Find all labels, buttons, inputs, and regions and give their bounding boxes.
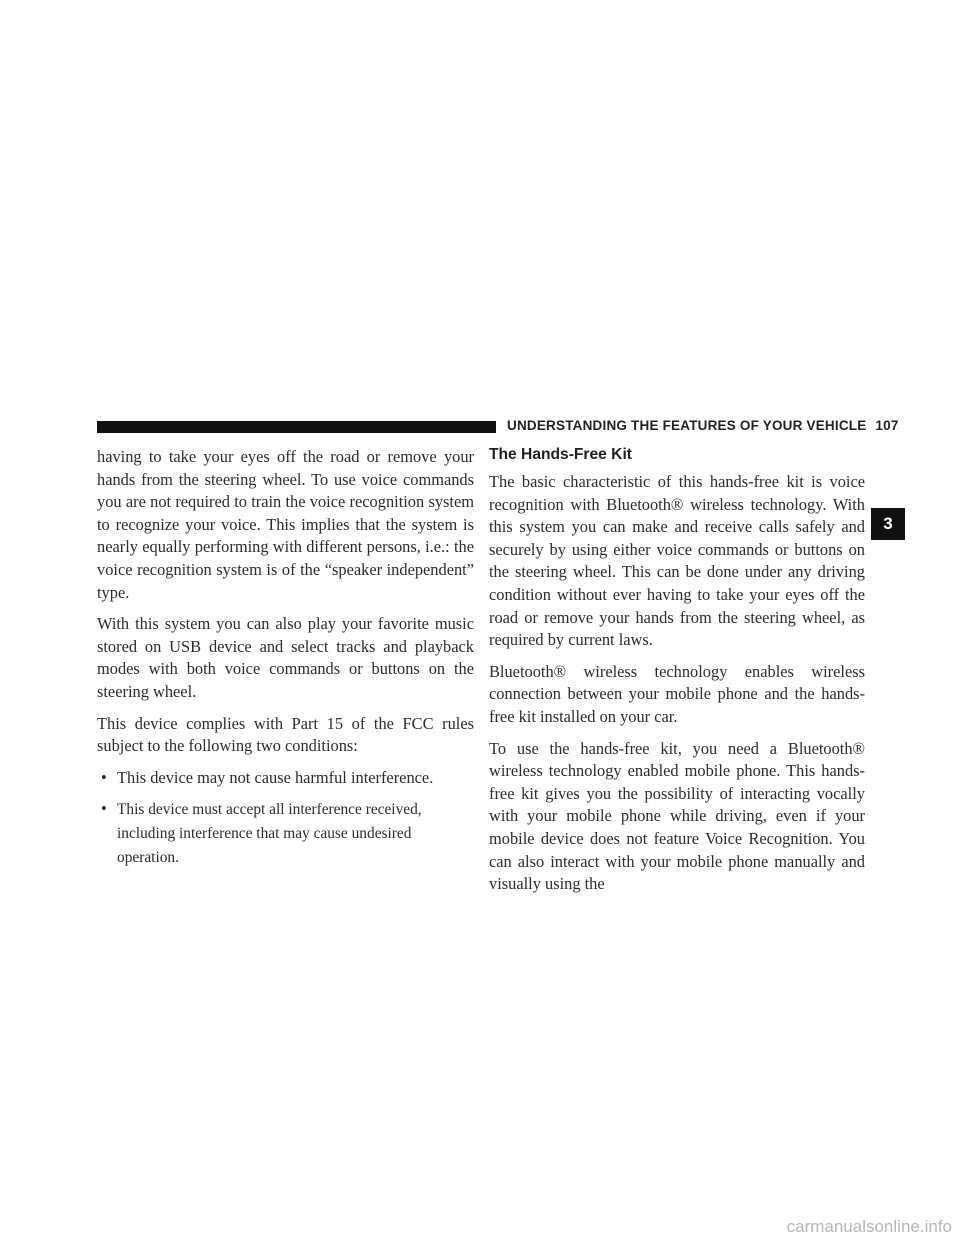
section-heading: The Hands-Free Kit bbox=[489, 446, 632, 463]
paragraph: With this system you can also play your favorite music stored on USB device and select tracks and playback modes with both voice commands or buttons on the steering wheel. bbox=[97, 614, 474, 701]
left-column bbox=[97, 446, 474, 878]
bullet-list bbox=[97, 767, 474, 869]
bullet-icon: • bbox=[101, 767, 107, 787]
list-item-text: This device may not cause harmful interference. bbox=[117, 767, 434, 787]
paragraph: This device complies with Part 15 of the FCC rules subject to the following two conditions: bbox=[97, 713, 474, 756]
section-title: UNDERSTANDING THE FEATURES OF YOUR VEHICLE bbox=[507, 418, 867, 433]
list-item bbox=[97, 798, 474, 869]
paragraph: To use the hands-free kit, you need a Bluetooth® wireless technology enabled mobile phone. This hands-free kit gives you the possibility of interacting vocally with your mobile phone while driving, even if your mobile device does not feature Voice Recognition. You can also interact with your mobile phone manually and visually using the bbox=[489, 738, 865, 894]
watermark: carmanualsonline.info bbox=[786, 1217, 952, 1236]
running-header bbox=[507, 418, 899, 433]
header-bar bbox=[97, 421, 496, 433]
page-number: 107 bbox=[875, 418, 899, 433]
list-item bbox=[97, 767, 474, 790]
paragraph: Bluetooth® wireless technology enables wireless connection between your mobile phone and the hands-free kit installed on your car. bbox=[489, 661, 865, 726]
bullet-icon: • bbox=[101, 799, 107, 819]
list-item-text: This device must accept all interference received, including interference that may cause undesired operation. bbox=[117, 801, 422, 866]
right-column bbox=[489, 446, 865, 905]
paragraph: The basic characteristic of this hands-free kit is voice recognition with Bluetooth® wireless technology. With this system you can make and receive calls safely and securely by using either voice commands or buttons on the steering wheel. This can be done under any driving condition without ever having to take your eyes off the road or remove your hands from the steering wheel, as required by current laws. bbox=[489, 472, 865, 650]
chapter-tab: 3 bbox=[871, 508, 905, 540]
paragraph: having to take your eyes off the road or remove your hands from the steering wheel. To use voice commands you are not required to train the voice recognition system to recognize your voice. This implies that the system is nearly equally performing with different persons, i.e.: the voice recognition system is of the “speaker independent” type. bbox=[97, 447, 474, 602]
